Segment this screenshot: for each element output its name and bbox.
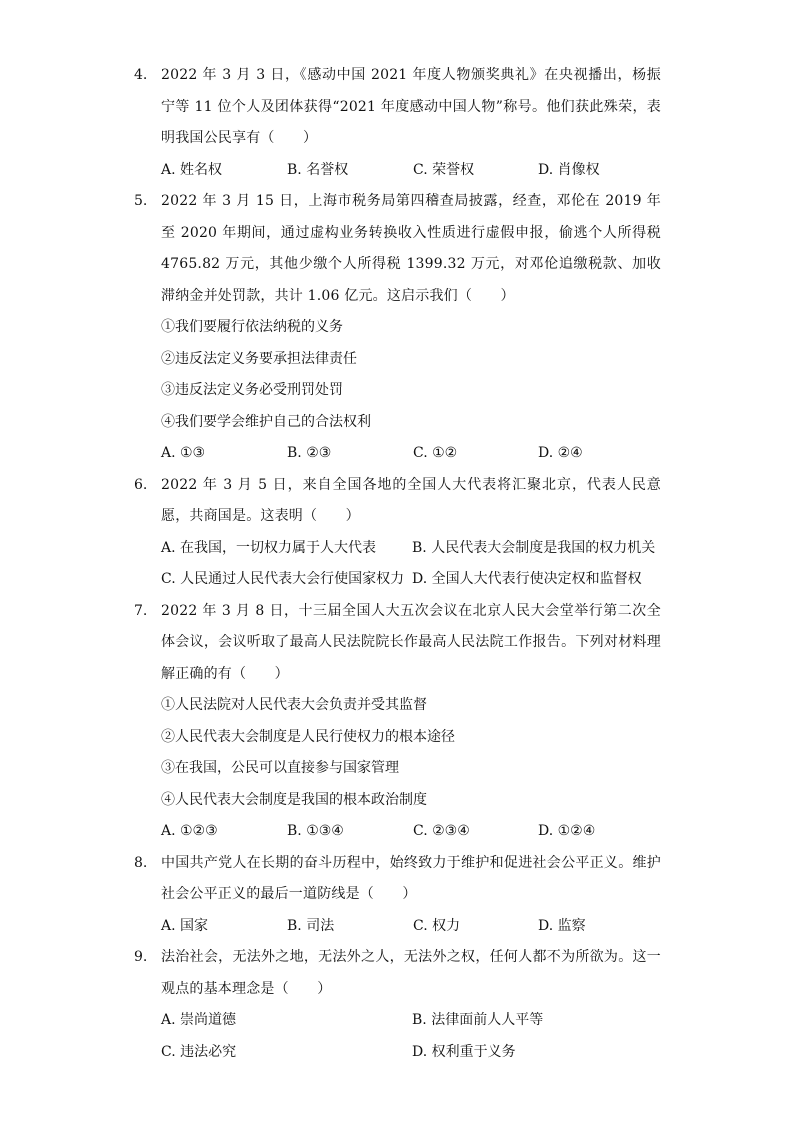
question-number: 9.: [134, 949, 148, 965]
option-a: A. 崇尚道德: [161, 1012, 237, 1028]
option-b: B. 人民代表大会制度是我国的权力机关: [412, 539, 656, 556]
question-stem: 中国共产党人在长期的奋斗历程中，始终致力于维护和促进社会公平正义。维护社会公平正义的最后一道防线是（ ）: [161, 854, 661, 902]
statement-1: ①我们要履行依法纳税的义务: [161, 319, 343, 335]
option-c: C. 违法必究: [161, 1043, 237, 1060]
statement-3: ③在我国，公民可以直接参与国家管理: [161, 760, 399, 776]
question-6: [0, 470, 794, 596]
option-c: C. 人民通过人民代表大会行使国家权力: [161, 571, 405, 587]
option-b: B. 司法: [287, 917, 335, 934]
option-a: A. ①②③: [161, 823, 218, 839]
question-number: 8.: [134, 854, 148, 871]
question-number: 5.: [134, 193, 148, 209]
options-row: [161, 533, 661, 565]
statement-4: ④我们要学会维护自己的合法权利: [161, 413, 371, 430]
statement-4: ④人民代表大会制度是我国的根本政治制度: [161, 791, 427, 808]
option-a: A. 在我国，一切权力属于人大代表: [161, 539, 377, 556]
option-b: B. 名誉权: [287, 161, 349, 178]
question-stem: 2022 年 3 月 15 日，上海市税务局第四稽查局披露，经查，邓伦在 2019 年至 2020 年期间，通过虚构业务转换收入性质进行虚假申报，偷逃个人所得税 4765.82 万元，其他少缴个人所得税 1399.32 万元，对邓伦追缴税款、加收滞纳金并处罚款，共计 1.06 亿元。这启示我们（ ）: [161, 193, 661, 304]
question-stem: 2022 年 3 月 8 日，十三届全国人大五次会议在北京人民大会堂举行第二次全体会议，会议听取了最高人民法院院长作最高人民法院工作报告。下列对材料理解正确的有（ ）: [161, 602, 661, 682]
question-stem: 2022 年 3 月 5 日，来自全国各地的全国人大代表将汇聚北京，代表人民意愿，共商国是。这表明（ ）: [161, 476, 661, 524]
statement-2: ②违反法定义务要承担法律责任: [161, 350, 357, 367]
question-4: [0, 60, 794, 186]
statement-2: ②人民代表大会制度是人民行使权力的根本途径: [161, 728, 455, 745]
question-number: 6.: [134, 476, 148, 493]
option-a: A. 姓名权: [161, 161, 223, 178]
question-5: [0, 186, 794, 470]
statement-1: ①人民法院对人民代表大会负责并受其监督: [161, 697, 427, 713]
question-7: [0, 596, 794, 848]
option-c: C. 荣誉权: [413, 161, 475, 178]
question-stem: 2022 年 3 月 3 日，《感动中国 2021 年度人物颁奖典礼》在央视播出，杨振宁等 11 位个人及团体获得“2021 年度感动中国人物”称号。他们获此殊荣，表明我国公民享有（ ）: [161, 67, 661, 146]
option-d: D. 肖像权: [538, 161, 600, 178]
option-d: D. ①②④: [538, 823, 596, 839]
question-number: 4.: [134, 67, 148, 83]
option-a: A. 国家: [161, 917, 209, 934]
option-a: A. ①③: [161, 445, 206, 461]
options-row: [161, 816, 661, 848]
option-b: B. 法律面前人人平等: [412, 1012, 544, 1028]
options-row: [161, 911, 661, 943]
question-number: 7.: [134, 602, 148, 619]
question-9: [0, 942, 794, 1068]
question-stem: 法治社会，无法外之地，无法外之人，无法外之权，任何人都不为所欲为。这一观点的基本理念是（ ）: [161, 949, 661, 997]
options-row: [161, 1005, 661, 1037]
option-b: B. ①③④: [287, 823, 344, 839]
statement-3: ③违反法定义务必受刑罚处罚: [161, 382, 343, 398]
option-d: D. 全国人大代表行使决定权和监督权: [412, 571, 642, 587]
option-d: D. ②④: [538, 445, 583, 461]
option-c: C. ②③④: [413, 823, 470, 839]
option-b: B. ②③: [287, 445, 332, 461]
option-c: C. ①②: [413, 445, 458, 461]
option-d: D. 监察: [538, 917, 586, 934]
option-d: D. 权利重于义务: [412, 1043, 516, 1060]
question-8: [0, 848, 794, 943]
options-row: [161, 1037, 661, 1069]
option-c: C. 权力: [413, 917, 461, 934]
options-row: [161, 155, 661, 187]
options-row: [161, 438, 661, 470]
options-row: [161, 564, 661, 596]
exam-page: [0, 60, 794, 1068]
